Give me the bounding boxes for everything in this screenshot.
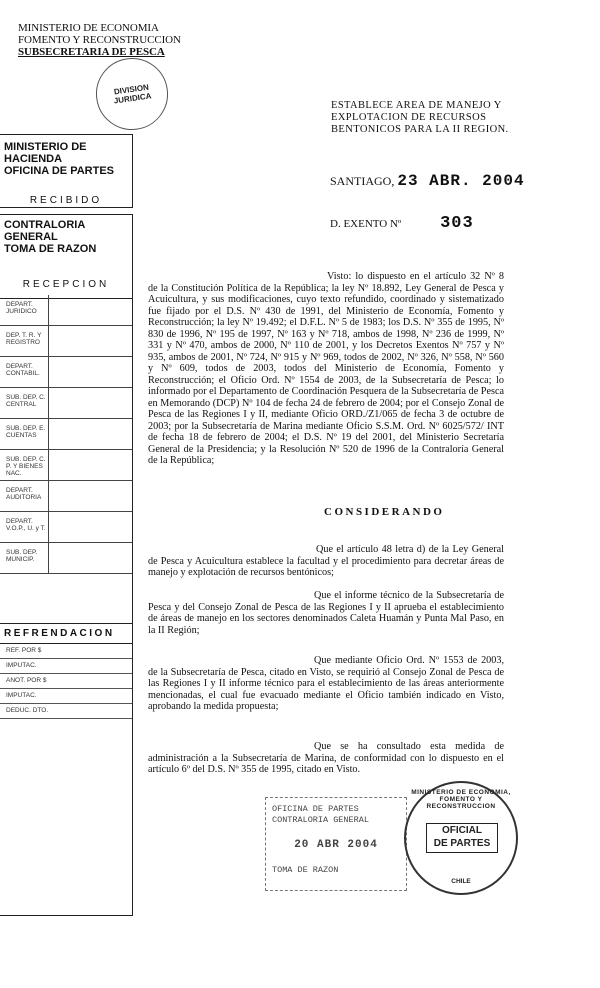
ref-row: IMPUTAC. <box>0 659 132 674</box>
recepcion-row <box>0 512 132 543</box>
stamp-bottom: CHILE <box>451 878 471 885</box>
refrendacion-label: REFRENDACION <box>0 624 132 644</box>
considerando-3: Que mediante Oficio Ord. Nº 1553 de 2003, de la Subsecretaría de Pesca, citado en Visto, se requirió al Consejo Zonal de Pesca de las Regiones I y II informe técnico para el establecimiento de las áreas anteriormente mencionadas, el cual fue evacuado mediante el Oficio también indicado en Visto, aprobando la medida propuesta; <box>148 655 504 712</box>
header-line-2: FOMENTO Y RECONSTRUCCION <box>18 34 181 46</box>
header-line-1: MINISTERIO DE ECONOMIA <box>18 22 159 34</box>
stamp-inner-2: DE PARTES <box>433 838 491 849</box>
row-label: DEP. T. R. Y REGISTRO <box>6 332 42 346</box>
ref-row: DEDUC. DTO. <box>0 704 132 719</box>
ref-row: REF. POR $ <box>0 644 132 659</box>
division-juridica-stamp <box>91 53 172 134</box>
row-label: DEPART. CONTABIL. <box>6 363 40 377</box>
considerando-1: Que el artículo 48 letra d) de la Ley General de Pesca y Acuicultura establece la facultad y el procedimiento para decretar áreas de manejo y explotación de recursos bentónicos; <box>148 544 504 578</box>
recepcion-label: RECEPCION <box>0 279 132 299</box>
decree-number: 303 <box>440 214 474 233</box>
ref-row: IMPUTAC. <box>0 689 132 704</box>
hacienda-box <box>0 134 133 208</box>
row-label: DEPART. JURIDICO <box>6 301 37 315</box>
stamp-line-1: OFICINA DE PARTES <box>272 804 359 814</box>
stamp-inner-1: OFICIAL <box>442 825 482 836</box>
hacienda-title-2: OFICINA DE PARTES <box>4 165 115 177</box>
date-line <box>330 172 525 190</box>
decree-label: D. EXENTO Nº <box>330 218 402 230</box>
recepcion-row <box>0 481 132 512</box>
stamp-date: 20 ABR 2004 <box>294 839 378 851</box>
row-label: SUB. DEP. C. CENTRAL <box>6 394 46 408</box>
ministry-header <box>18 22 181 58</box>
place-label: SANTIAGO, <box>330 174 395 188</box>
recepcion-row <box>0 326 132 357</box>
considerando-heading: CONSIDERANDO <box>324 506 445 518</box>
stamp-line-2: CONTRALORIA GENERAL <box>272 815 369 825</box>
stamp-ring-text: MINISTERIO DE ECONOMIA, FOMENTO Y RECONSTRUCCION <box>411 789 511 810</box>
recepcion-row <box>0 295 132 326</box>
recepcion-row <box>0 450 132 481</box>
contraloria-box <box>0 214 133 916</box>
recepcion-row <box>0 543 132 574</box>
document-title: ESTABLECE AREA DE MANEJO Y EXPLOTACION DE RECURSOS BENTONICOS PARA LA II REGION. <box>331 100 509 135</box>
row-label: SUB. DEP. MUNICIP. <box>6 549 38 563</box>
stamp-line-3: TOMA DE RAZON <box>272 865 339 875</box>
row-label: DEPART. V.O.P., U. y T. <box>6 518 46 532</box>
refrendacion-section <box>0 623 132 719</box>
decree-line <box>330 214 474 233</box>
recepcion-row <box>0 357 132 388</box>
recepcion-rows <box>0 295 132 574</box>
row-label: SUB. DEP. E. CUENTAS <box>6 425 46 439</box>
considerando-2: Que el informe técnico de la Subsecretaría de Pesca y del Consejo Zonal de Pesca de las Regiones I y II aprueba el establecimiento de áreas de manejo en los sectores denominados Caleta Huamán y Punta Mal Paso, en la II Región; <box>148 590 504 636</box>
oficina-partes-stamp <box>265 797 407 891</box>
recibido-label: RECIBIDO <box>29 195 103 206</box>
hacienda-title-1: MINISTERIO DE HACIENDA <box>4 141 87 165</box>
contraloria-title-1: CONTRALORIA GENERAL <box>4 219 85 243</box>
division-juridica-text: DIVISION JURIDICA <box>113 82 152 106</box>
row-label: SUB. DEP. C. P. Y BIENES NAC. <box>6 456 46 477</box>
recepcion-row <box>0 388 132 419</box>
ref-row: ANOT. POR $ <box>0 674 132 689</box>
visto-paragraph: Visto: lo dispuesto en el artículo 32 Nº 8 de la Constitución Política de la República; la ley Nº 18.892, Ley General de Pesca y Acuicultura, y sus modificaciones, cuyo texto refundido, coordinado y sistematizado fue fijado por el D.S. Nº 430 de 1991, del Ministerio de Economía, Fomento y Reconstrucción; la ley Nº 19.492; el D.F.L. Nº 5 de 1983; los D.S. Nº 355 de 1995, Nº 830 de 1996, Nº 195 de 1997, Nº 163 y Nº 718, ambos de 1998, Nº 236 de 1999, Nº 331 y Nº 470, ambos de 2000, Nº 110 de 2001, y los Decretos Exentos Nº 757 y Nº 935, ambos de 2001, Nº 724, Nº 915 y Nº 969, todos de 2002, Nº 326, Nº 558, Nº 560 y Nº 609, todos de 2003, todos del Ministerio de Economía, Fomento y Reconstrucción; el Oficio Ord. Nº 1554 de 2003, de la Subsecretaría de Pesca; lo informado por el Departamento de Coordinación Pesquera de la Subsecretaría de Pesca en Memorando (DCP) Nº 104 de fecha 24 de febrero de 2004; por el Consejo Zonal de Pesca de las Regiones I y II, mediante Oficio ORD./Z1/065 de fecha 3 de octubre de 2003; por la Subsecretaría de Marina mediante Oficio S.S.M. Ord. Nº 6025/572/ INT de fecha 18 de febrero de 2004; el D.S. Nº 19 del 2001, del Ministerio Secretaría General de la Presidencia; y la Resolución Nº 520 de 1996 de la Contraloría General de la República; <box>148 271 504 466</box>
header-line-3: SUBSECRETARIA DE PESCA <box>18 46 165 58</box>
document-date: 23 ABR. 2004 <box>397 172 525 190</box>
considerando-4: Que se ha consultado esta medida de administración a la Subsecretaría de Marina, de conformidad con lo dispuesto en el artículo 6º del D.S. Nº 355 de 1995, citado en Visto. <box>148 741 504 775</box>
contraloria-title-2: TOMA DE RAZON <box>4 243 97 255</box>
recepcion-row <box>0 419 132 450</box>
oficial-partes-stamp <box>404 781 518 895</box>
stamp-inner <box>426 823 498 853</box>
row-label: DEPART. AUDITORIA <box>6 487 42 501</box>
